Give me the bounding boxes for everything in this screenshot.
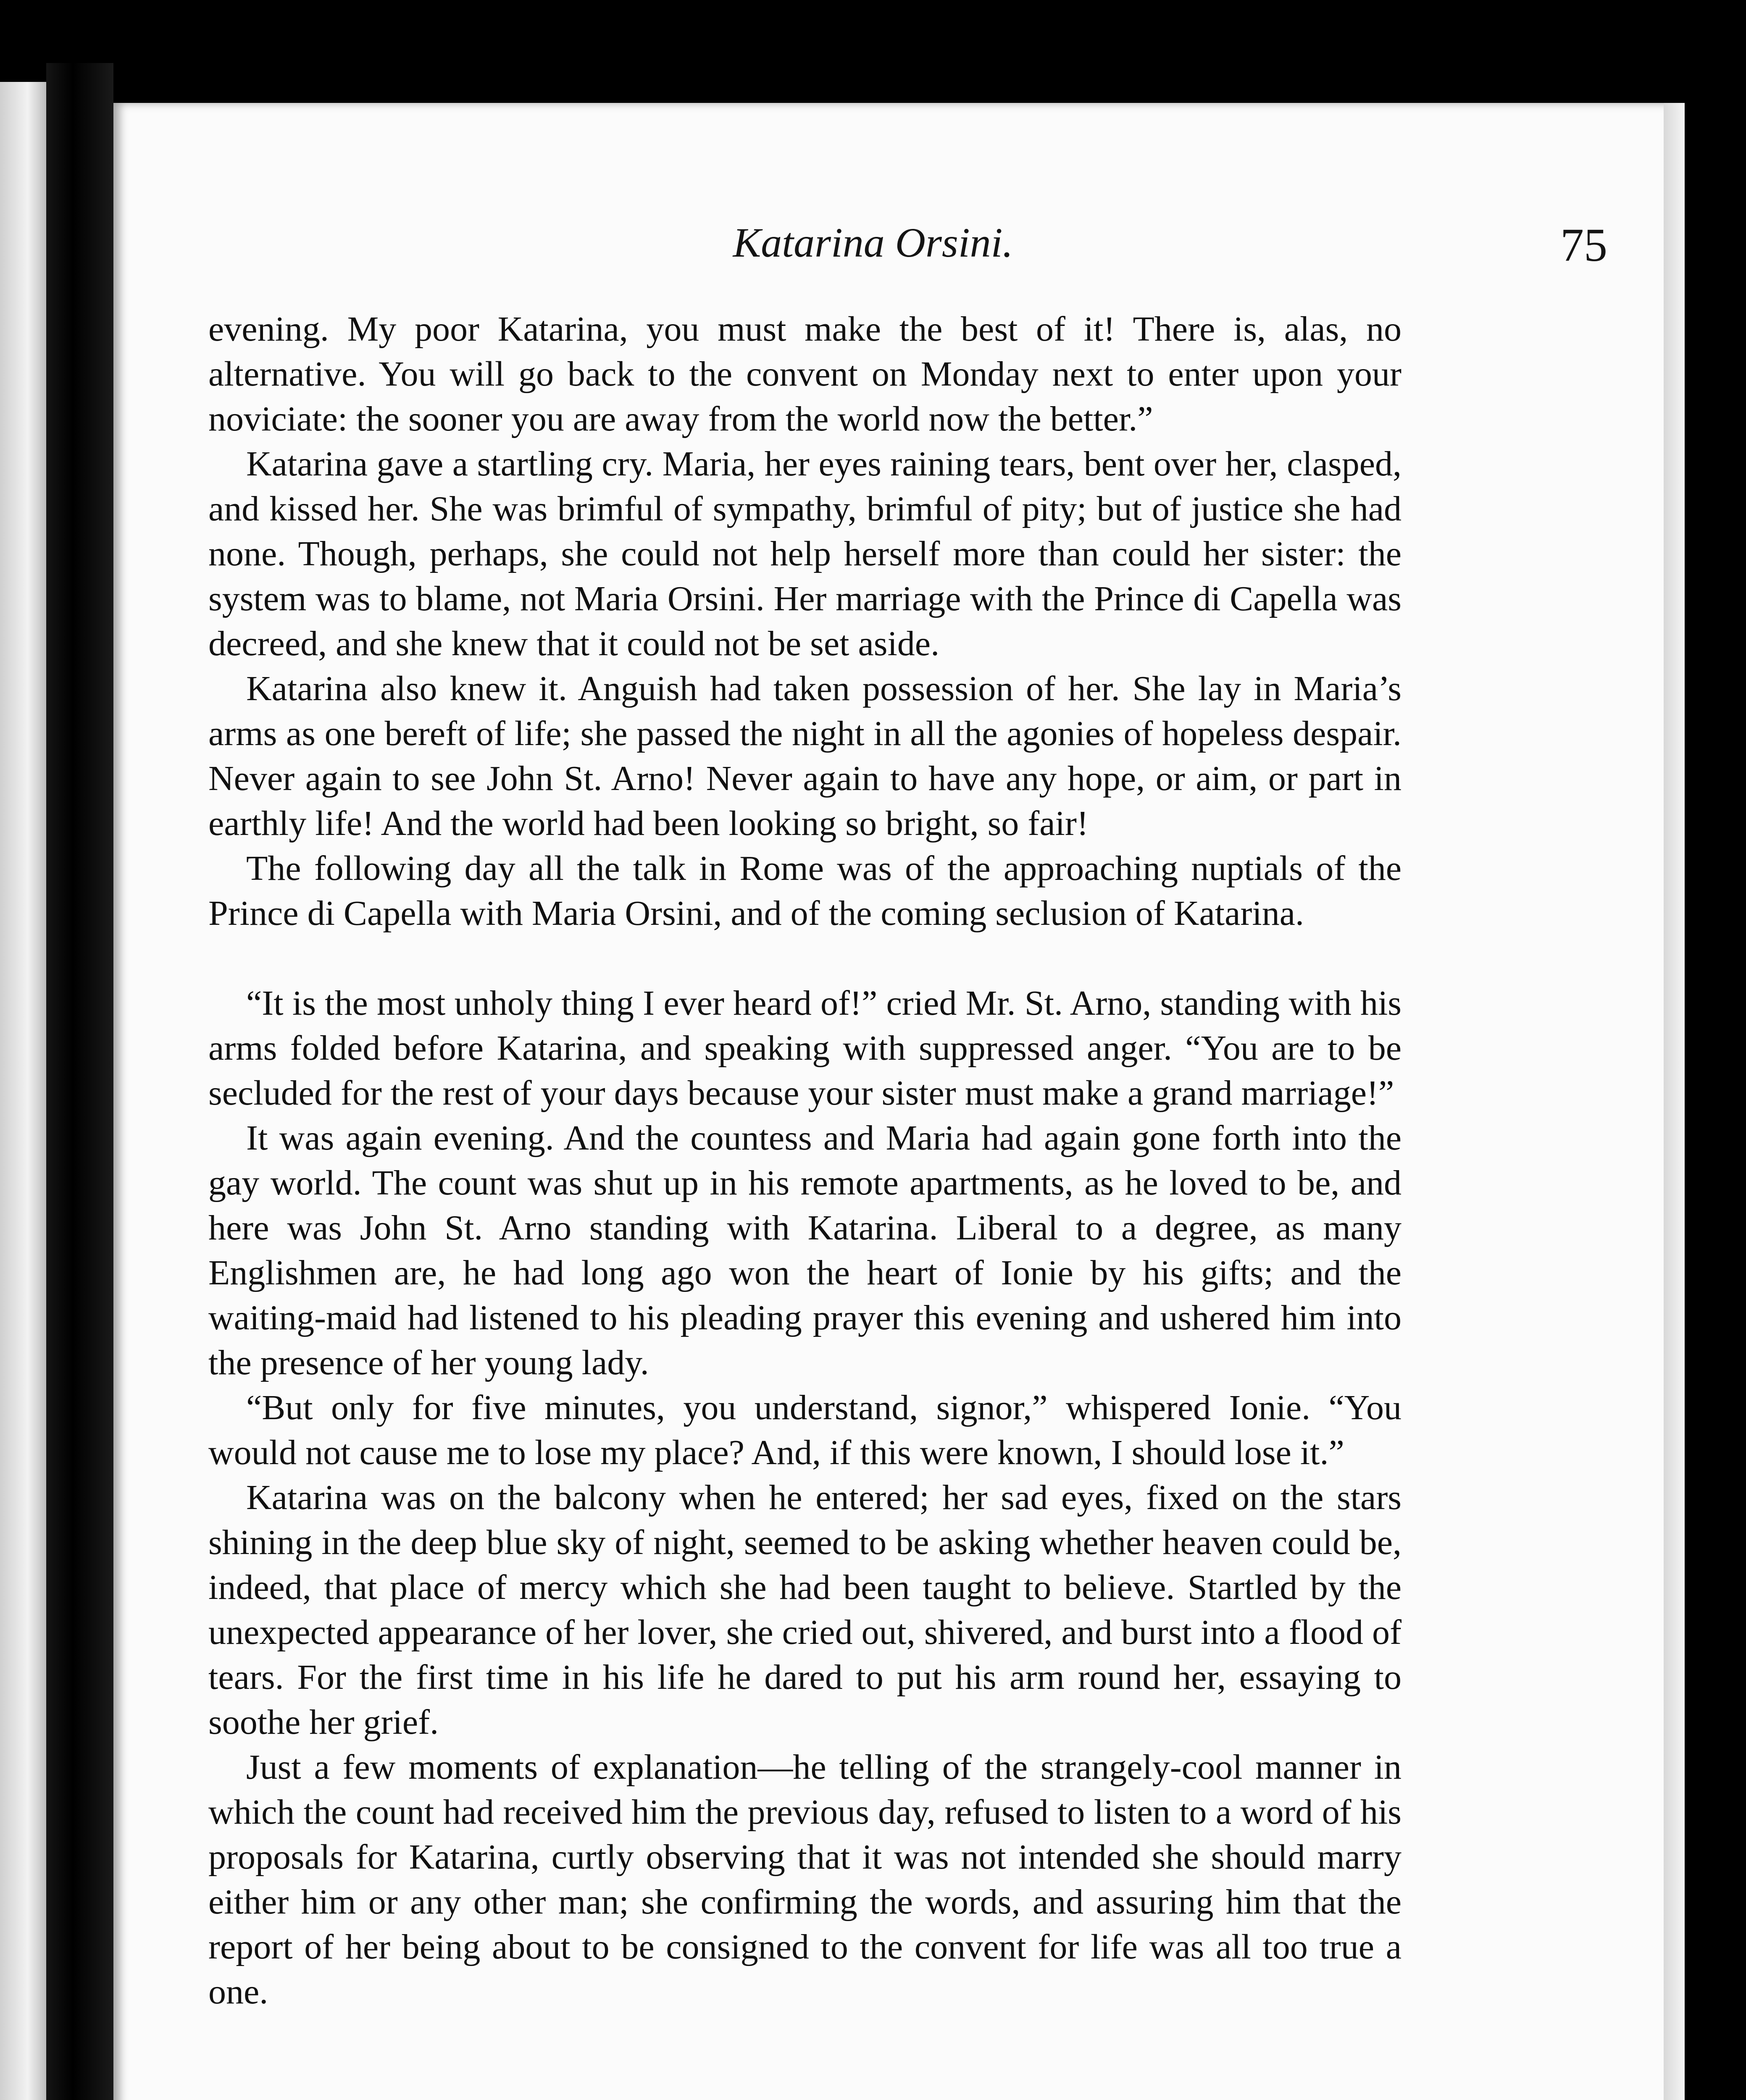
paragraph: “But only for five minutes, you understand, signor,” whispered Ionie. “You would not cause me to lose my place? And, if this were known, I should lose it.” — [208, 1388, 1402, 1472]
running-head — [210, 218, 1607, 281]
body-text — [208, 307, 1402, 2014]
previous-page-edge — [0, 82, 46, 2100]
paragraph: Katarina gave a startling cry. Maria, her eyes raining tears, bent over her, clasped, and kissed her. She was brimful of sympathy, brimful of pity; but of justice she had none. Though, perhaps, she could not help herself more than could her sister: the system was to blame, not Maria Orsini. Her marriage with the Prince di Capella was decreed, and she knew that it could not be set aside. — [208, 444, 1402, 663]
paragraph: It was again evening. And the countess and Maria had again gone forth into the gay world. The count was shut up in his remote apartments, as he loved to be, and here was John St. Arno standing with Katarina. Liberal to a degree, as many Englishmen are, he had long ago won the heart of Ionie by his gifts; and the waiting-maid had listened to his pleading prayer this evening and ushered him into the presence of her young lady. — [208, 1118, 1402, 1382]
paragraph: Katarina was on the balcony when he entered; her sad eyes, fixed on the stars shining in the deep blue sky of night, seemed to be asking whether heaven could be, indeed, that place of mercy which she had been taught to believe. Startled by the unexpected appearance of her lover, she cried out, shivered, and burst into a flood of tears. For the first time in his life he dared to put his arm round her, essaying to soothe her grief. — [208, 1478, 1402, 1742]
section-break — [208, 936, 1402, 981]
paragraph: Just a few moments of explanation—he telling of the strangely-cool manner in which the count had received him the previous day, refused to listen to a word of his proposals for Katarina, curtly observing that it was not intended she should marry either him or any other man; she confirming the words, and assuring him that the report of her being about to be consigned to the convent for life was all too true a one. — [208, 1748, 1402, 2011]
running-title: Katarina Orsini. — [733, 219, 1013, 266]
paragraph: Katarina also knew it. Anguish had taken possession of her. She lay in Maria’s arms as one bereft of life; she passed the night in all the agonies of hopeless despair. Never again to see John St. Arno! Never again to have any hope, or aim, or part in earthly life! And the world had been looking so bright, so fair! — [208, 669, 1402, 843]
page-stack-edge — [1664, 103, 1685, 2100]
paragraph: The following day all the talk in Rome was of the approaching nuptials of the Prince di Capella with Maria Orsini, and of the coming seclusion of Katarina. — [208, 849, 1402, 933]
page-number: 75 — [1560, 219, 1607, 271]
book-gutter — [46, 63, 113, 2100]
paragraph: “It is the most unholy thing I ever heard of!” cried Mr. St. Arno, standing with his arms folded before Katarina, and speaking with suppressed anger. “You are to be secluded for the rest of your days because your sister must make a grand marriage!” — [208, 984, 1402, 1113]
paragraph: evening. My poor Katarina, you must make the best of it! There is, alas, no alternative. You will go back to the convent on Monday next to enter upon your noviciate: the sooner you are away from the world now the better.” — [208, 310, 1402, 438]
